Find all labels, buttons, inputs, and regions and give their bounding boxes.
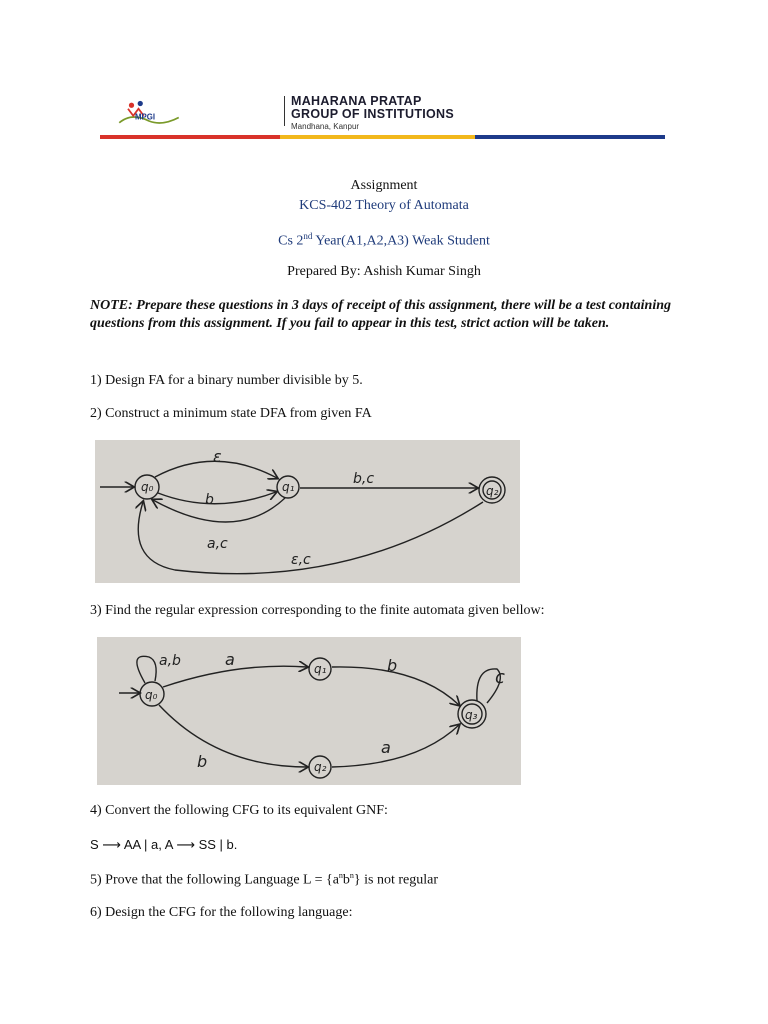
brand-color-bar — [100, 135, 665, 139]
question-2: 2) Construct a minimum state DFA from given FA — [90, 406, 372, 421]
d1-label-q2: q₂ — [486, 484, 499, 498]
org-location: Mandhana, Kanpur — [291, 122, 360, 131]
course-title: KCS-402 Theory of Automata — [299, 198, 469, 213]
automaton-diagram-2 — [97, 637, 521, 785]
assignment-note: NOTE: Prepare these questions in 3 days of receipt of this assignment, there will be a test containing questions from this assignment. If you fail to appear in this test, strict action will be taken. — [90, 298, 672, 331]
question-4: 4) Convert the following CFG to its equivalent GNF: — [90, 803, 388, 818]
d1-label-b: b — [205, 492, 214, 508]
d2-label-ab: a,b — [159, 653, 181, 669]
d2-label-q0: q₀ — [145, 688, 158, 702]
d2-label-q3: q₃ — [465, 708, 478, 722]
question-3: 3) Find the regular expression corresponding to the finite automata given bellow: — [90, 603, 545, 618]
d2-label-c: c — [495, 667, 505, 688]
diagram-1-svg — [95, 440, 520, 583]
d2-label-a-bottom: a — [381, 738, 391, 757]
d1-label-q1: q₁ — [282, 480, 295, 494]
logo-text: MPGI — [135, 112, 156, 122]
q5-sup-2: n — [349, 871, 354, 880]
d1-label-ac: a,c — [207, 536, 228, 552]
d1-edge-ac — [153, 498, 285, 522]
d2-label-a-top: a — [225, 650, 235, 669]
brand-bar-red — [100, 135, 280, 139]
doc-title: Assignment — [350, 178, 418, 193]
d2-edge-a-bottom — [332, 725, 459, 767]
question-5 — [90, 871, 438, 889]
d1-label-q0: q₀ — [141, 480, 154, 494]
brand-bar-yellow — [280, 135, 475, 139]
automaton-diagram-1 — [95, 440, 520, 583]
prepared-by: Prepared By: Ashish Kumar Singh — [287, 264, 481, 279]
d2-label-q2: q₂ — [314, 760, 327, 774]
diagram-2-svg — [97, 637, 521, 785]
org-name-line2: GROUP OF INSTITUTIONS — [291, 107, 455, 121]
q5-suffix: } is not regular — [353, 872, 439, 888]
q5-prefix: 5) Prove that the following Language L = {a — [90, 872, 339, 888]
q5-sup-1: n — [338, 871, 343, 880]
question-4-grammar: S ⟶ AA | a, A ⟶ SS | b. — [90, 837, 238, 852]
institution-header — [100, 88, 665, 143]
d2-edge-b-bottom — [159, 705, 307, 767]
question-6: 6) Design the CFG for the following language: — [90, 905, 353, 920]
mpgi-logo — [114, 94, 184, 134]
d2-edge-a-top — [163, 666, 307, 687]
class-prefix: Cs 2 — [278, 233, 304, 249]
q5-mid: b — [342, 872, 350, 888]
brand-bar-navy — [475, 135, 665, 139]
d2-label-b-bottom: b — [197, 752, 208, 771]
class-suffix: Year(A1,A2,A3) Weak Student — [312, 233, 490, 249]
d1-label-eps: ε — [213, 447, 222, 466]
d2-label-b-top: b — [387, 656, 398, 675]
d1-edge-b — [158, 492, 276, 504]
class-line — [0, 231, 768, 250]
d1-label-bc: b,c — [353, 471, 375, 487]
d1-label-epsc: ε,c — [291, 552, 311, 568]
d2-label-q1: q₁ — [314, 662, 327, 676]
logo-divider — [284, 96, 285, 126]
org-name-line1: MAHARANA PRATAP — [291, 94, 422, 108]
d2-loop-ab — [137, 656, 156, 683]
class-sup: nd — [303, 231, 313, 241]
question-1: 1) Design FA for a binary number divisible by 5. — [90, 373, 363, 388]
